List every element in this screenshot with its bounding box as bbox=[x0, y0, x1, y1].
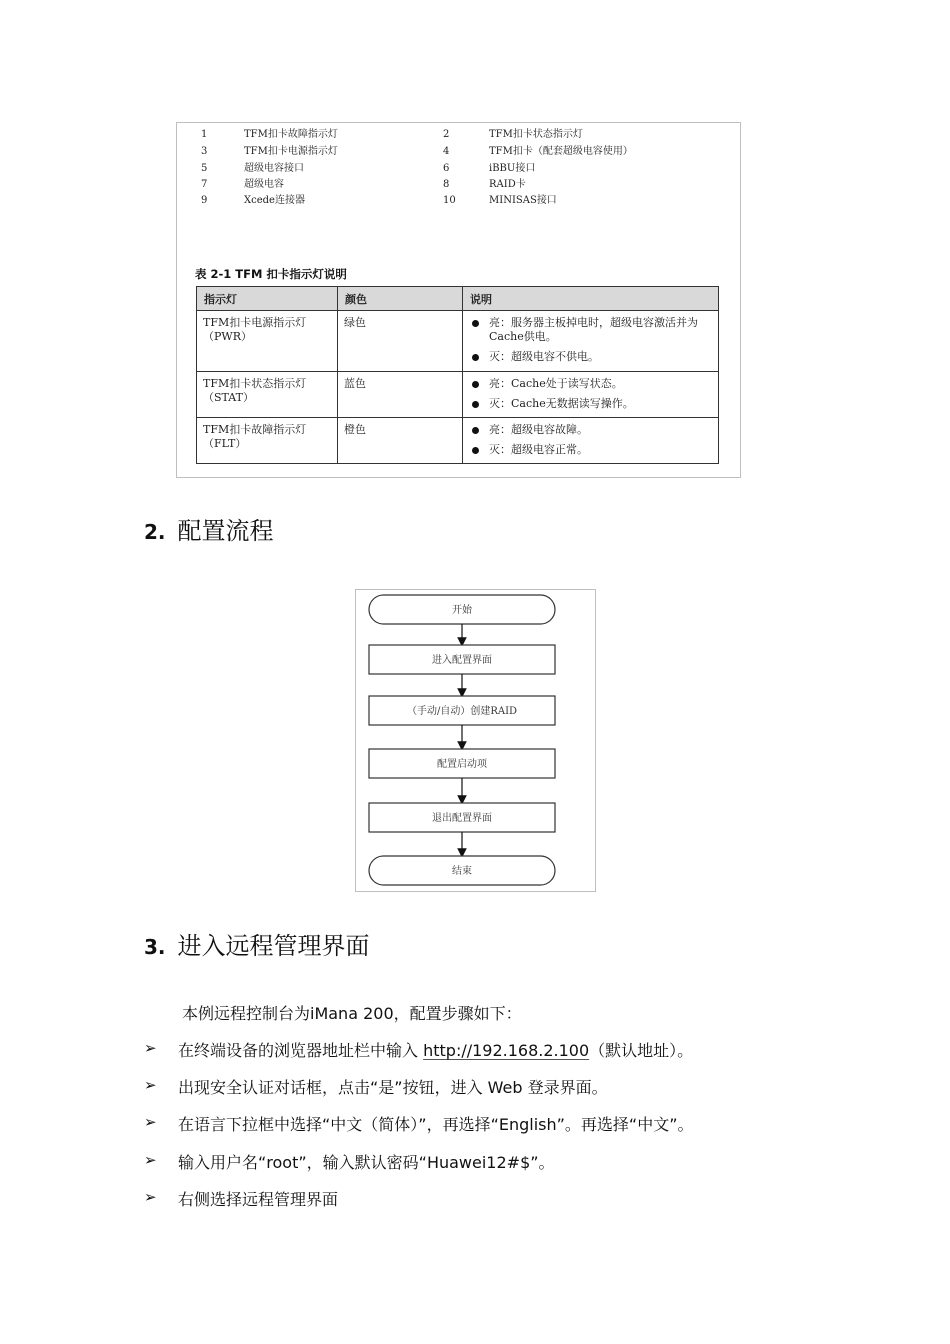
step-item: 输入用户名“root”，输入默认密码“Huawei12#$”。 bbox=[178, 1153, 555, 1172]
indicator-color: 绿色 bbox=[338, 311, 463, 372]
flow-step-label: （手动/自动）创建RAID bbox=[406, 706, 518, 717]
indicator-desc bbox=[463, 418, 719, 464]
legend-number: 2 bbox=[443, 129, 450, 140]
step-text: 在终端设备的浏览器地址栏中输入 bbox=[178, 1041, 424, 1060]
section-title: 配置流程 bbox=[177, 517, 274, 545]
column-header: 颜色 bbox=[338, 287, 463, 311]
table-caption: 表 2-1 TFM 扣卡指示灯说明 bbox=[195, 267, 347, 281]
indicator-name: TFM扣卡故障指示灯（FLT） bbox=[197, 418, 338, 464]
desc-item bbox=[469, 423, 712, 437]
figure-flowchart bbox=[355, 589, 596, 892]
desc-text: 灭：Cache无数据读写操作。 bbox=[489, 397, 634, 410]
legend-number: 8 bbox=[443, 179, 450, 190]
table-row bbox=[197, 311, 719, 372]
legend-text: MINISAS接口 bbox=[489, 195, 557, 206]
legend-number: 10 bbox=[443, 195, 456, 206]
desc-text: 灭：超级电容不供电。 bbox=[489, 350, 599, 363]
led-indicator-table bbox=[196, 286, 719, 464]
arrow-bullet-icon: ➢ bbox=[144, 1188, 157, 1206]
arrow-bullet-icon: ➢ bbox=[144, 1039, 157, 1057]
flowchart-diagram bbox=[356, 590, 595, 891]
legend-text: iBBU接口 bbox=[489, 163, 536, 174]
legend-text: TFM扣卡状态指示灯 bbox=[489, 129, 583, 140]
legend-number: 1 bbox=[201, 129, 208, 140]
desc-item bbox=[469, 377, 712, 391]
table-header-row bbox=[197, 287, 719, 311]
bullet-dot-icon bbox=[472, 320, 479, 327]
bullet-dot-icon bbox=[472, 354, 479, 361]
column-header: 说明 bbox=[463, 287, 719, 311]
legend-text: TFM扣卡电源指示灯 bbox=[244, 146, 338, 157]
legend-text: TFM扣卡（配套超级电容使用） bbox=[489, 146, 633, 157]
step-item bbox=[178, 1038, 693, 1061]
bullet-dot-icon bbox=[472, 447, 479, 454]
step-item: 右侧选择远程管理界面 bbox=[178, 1190, 339, 1209]
desc-text: 亮：服务器主板掉电时，超级电容激活并为Cache供电。 bbox=[489, 316, 698, 343]
section-number: 2. bbox=[144, 520, 166, 544]
legend-number: 6 bbox=[443, 163, 450, 174]
desc-item bbox=[469, 350, 712, 364]
legend-number: 3 bbox=[201, 146, 208, 157]
legend-number: 9 bbox=[201, 195, 208, 206]
arrow-bullet-icon: ➢ bbox=[144, 1076, 157, 1094]
arrow-bullet-icon: ➢ bbox=[144, 1113, 157, 1131]
legend-text: RAID卡 bbox=[489, 179, 526, 190]
flow-step-label: 退出配置界面 bbox=[432, 813, 492, 824]
bullet-dot-icon bbox=[472, 381, 479, 388]
figure-led-table bbox=[176, 122, 741, 478]
indicator-desc bbox=[463, 311, 719, 372]
section-title: 进入远程管理界面 bbox=[177, 932, 370, 960]
legend-number: 7 bbox=[201, 179, 208, 190]
table-row bbox=[197, 372, 719, 418]
flow-step-label: 配置启动项 bbox=[437, 759, 487, 770]
legend-text: Xcede连接器 bbox=[244, 195, 305, 206]
step-item: 出现安全认证对话框，点击“是”按钮，进入 Web 登录界面。 bbox=[178, 1078, 608, 1097]
step-text-suffix: （默认地址）。 bbox=[589, 1041, 694, 1060]
bullet-dot-icon bbox=[472, 401, 479, 408]
arrow-bullet-icon: ➢ bbox=[144, 1151, 157, 1169]
indicator-color: 橙色 bbox=[338, 418, 463, 464]
flow-step-label: 进入配置界面 bbox=[432, 655, 492, 666]
desc-item bbox=[469, 397, 712, 411]
legend-number: 5 bbox=[201, 163, 208, 174]
table-row bbox=[197, 418, 719, 464]
desc-text: 亮：超级电容故障。 bbox=[489, 423, 588, 436]
desc-text: 亮：Cache处于读写状态。 bbox=[489, 377, 623, 390]
legend-text: TFM扣卡故障指示灯 bbox=[244, 129, 338, 140]
indicator-name: TFM扣卡状态指示灯（STAT） bbox=[197, 372, 338, 418]
default-address-link[interactable]: http://192.168.2.100 bbox=[423, 1041, 590, 1060]
indicator-desc bbox=[463, 372, 719, 418]
flow-step-label: 结束 bbox=[452, 866, 472, 877]
section-heading bbox=[144, 926, 370, 961]
intro-paragraph: 本例远程控制台为iMana 200，配置步骤如下： bbox=[182, 1004, 522, 1023]
desc-item bbox=[469, 443, 712, 457]
section-number: 3. bbox=[144, 935, 166, 959]
column-header: 指示灯 bbox=[197, 287, 338, 311]
section-heading bbox=[144, 511, 274, 546]
legend-number: 4 bbox=[443, 146, 450, 157]
bullet-dot-icon bbox=[472, 427, 479, 434]
desc-item bbox=[469, 316, 712, 344]
legend-text: 超级电容接口 bbox=[244, 163, 304, 174]
desc-text: 灭：超级电容正常。 bbox=[489, 443, 588, 456]
indicator-color: 蓝色 bbox=[338, 372, 463, 418]
legend-text: 超级电容 bbox=[244, 179, 284, 190]
flow-step-label: 开始 bbox=[452, 605, 472, 616]
step-item: 在语言下拉框中选择“中文（简体）”，再选择“English”。再选择“中文”。 bbox=[178, 1115, 694, 1134]
indicator-name: TFM扣卡电源指示灯（PWR） bbox=[197, 311, 338, 372]
